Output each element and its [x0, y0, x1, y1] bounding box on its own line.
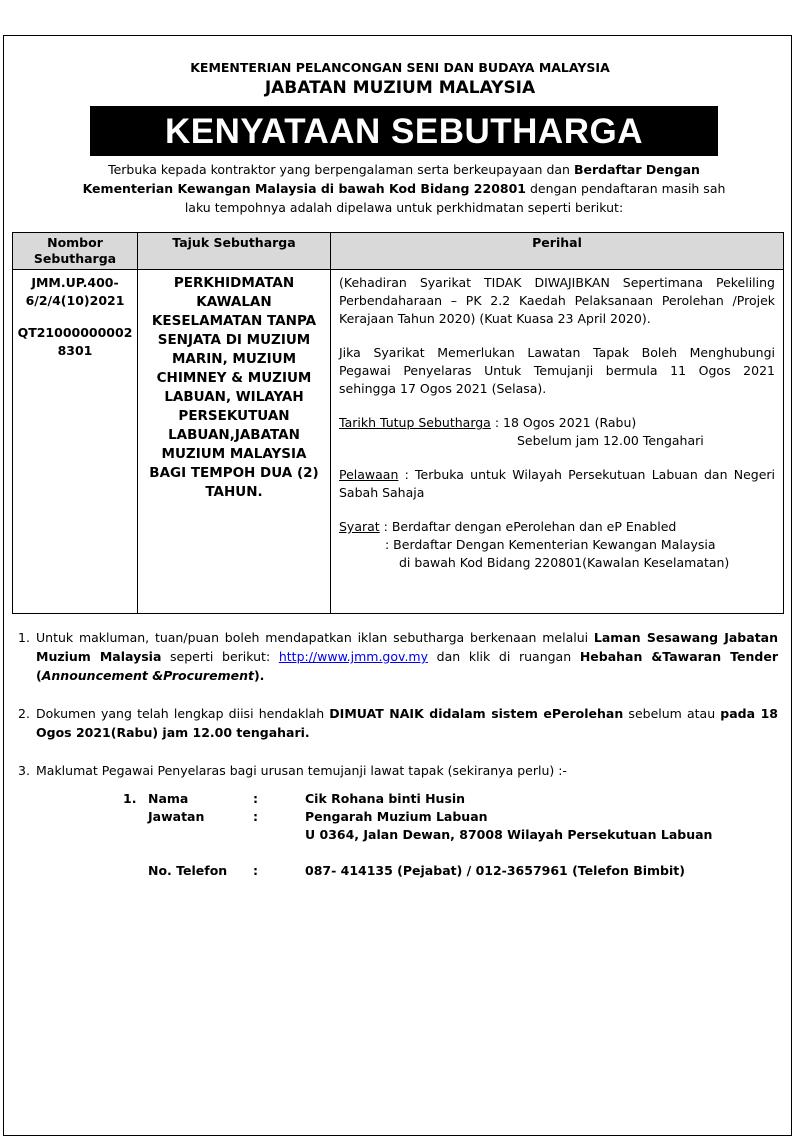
kehadiran-text: (Kehadiran Syarikat TIDAK DIWAJIBKAN Sepertimana Pekeliling Perbendaharaan – PK 2.2 Kaedah Pelaksanaan Perolehan /Projek Kerajaan Tahun 2020) (Kuat Kuasa 23 April 2020). — [339, 275, 775, 326]
jawatan-value: Pengarah Muzium Labuan — [305, 809, 488, 824]
table-row — [13, 270, 784, 614]
syarat-2: : Berdaftar Dengan Kementerian Kewangan Malaysia — [385, 537, 716, 552]
perihal-cell — [331, 270, 784, 614]
intro-paragraph — [80, 160, 728, 217]
quotation-number: QT210000000028301 — [17, 325, 133, 358]
note-text-part: seperti berikut: — [161, 649, 279, 664]
note-number: 1. — [18, 630, 30, 645]
tajuk-cell: PERKHIDMATAN KAWALAN KESELAMATAN TANPA SENJATA DI MUZIUM MARIN, MUZIUM CHIMNEY & MUZIUM LABUAN, WILAYAH PERSEKUTUAN LABUAN,JABATAN MUZIUM MALAYSIA BAGI TEMPOH DUA (2) TAHUN. — [138, 270, 331, 614]
list-item — [18, 628, 778, 685]
file-reference: JMM.UP.400-6/2/4(10)2021 — [25, 275, 125, 308]
note-text-part: dan klik di ruangan — [428, 649, 580, 664]
list-item — [18, 704, 778, 742]
syarat-1: : Berdaftar dengan ePerolehan dan eP Enabled — [379, 519, 677, 534]
deadline: pada 18 Ogos 2021(Rabu) jam 12.00 tengahari. — [36, 706, 778, 740]
separator: : — [253, 791, 258, 806]
note-number: 3. — [18, 763, 30, 778]
coordinator-contact — [123, 790, 745, 880]
tarikh-time: Sebelum jam 12.00 Tengahari — [517, 433, 704, 448]
syarat-3: di bawah Kod Bidang 220801(Kawalan Keselamatan) — [399, 555, 730, 570]
syarat — [339, 518, 775, 572]
note-text-part: Untuk makluman, tuan/puan boleh mendapatkan iklan sebutharga berkenaan melalui — [36, 630, 594, 645]
website-link[interactable]: http://www.jmm.gov.my — [278, 649, 428, 664]
contact-row-telefon — [123, 862, 745, 880]
contact-number: 1. — [123, 791, 137, 806]
contact-row-alamat — [123, 826, 745, 844]
nombor-cell — [13, 270, 138, 614]
pelawaan — [339, 466, 775, 502]
contact-row-nama — [123, 790, 745, 808]
upload-instruction: DIMUAT NAIK didalam sistem ePerolehan — [329, 706, 624, 721]
pelawaan-value: : Terbuka untuk Wilayah Persekutuan Labuan dan Negeri Sabah Sahaja — [339, 467, 775, 500]
tarikh-tutup — [339, 414, 775, 450]
syarat-label: Syarat — [339, 519, 380, 534]
alamat-value: U 0364, Jalan Dewan, 87008 Wilayah Persekutuan Labuan — [305, 827, 713, 842]
telefon-label: No. Telefon — [148, 863, 228, 878]
nama-label: Nama — [148, 791, 189, 806]
ministry-name: KEMENTERIAN PELANCONGAN SENI DAN BUDAYA MALAYSIA — [190, 60, 610, 75]
notice-title: KENYATAAN SEBUTHARGA — [90, 106, 718, 156]
separator: : — [253, 809, 258, 824]
list-item — [18, 761, 778, 780]
separator: : — [253, 863, 258, 878]
tarikh-label: Tarikh Tutup Sebutharga — [339, 415, 491, 430]
note-text-part: ). — [253, 668, 265, 683]
note-number: 2. — [18, 706, 30, 721]
table-header-row — [13, 233, 784, 270]
note-text-part: sebelum atau — [623, 706, 721, 721]
header-nombor: Nombor Sebutharga — [13, 233, 138, 270]
telefon-value: 087- 414135 (Pejabat) / 012-3657961 (Telefon Bimbit) — [305, 863, 685, 878]
note-text: Maklumat Pegawai Penyelaras bagi urusan temujanji lawat tapak (sekiranya perlu) :- — [36, 763, 567, 778]
notes-list — [18, 628, 778, 799]
note-text-part: Dokumen yang telah lengkap diisi hendaklah — [36, 706, 330, 721]
note-text — [36, 628, 778, 685]
header-perihal: Perihal — [331, 233, 784, 270]
intro-registration: Berdaftar Dengan Kementerian Kewangan Malaysia di bawah Kod Bidang 220801 — [82, 162, 700, 196]
tender-table — [12, 232, 784, 614]
note-text-part: ( — [36, 668, 42, 683]
contact-row-jawatan — [123, 808, 745, 826]
intro-text: Terbuka kepada kontraktor yang berpengalaman serta berkeupayaan dan — [108, 162, 574, 177]
pelawaan-label: Pelawaan — [339, 467, 399, 482]
intro-text-end: dengan pendaftaran masih sah laku tempohnya adalah dipelawa untuk perkhidmatan seperti berikut: — [184, 181, 726, 215]
header-tajuk: Tajuk Sebutharga — [138, 233, 331, 270]
website-name: Laman Sesawang Jabatan Muzium Malaysia — [36, 630, 778, 664]
jawatan-label: Jawatan — [148, 809, 205, 824]
department-name: JABATAN MUZIUM MALAYSIA — [264, 78, 536, 98]
tarikh-value: : 18 Ogos 2021 (Rabu) — [490, 415, 637, 430]
nama-value: Cik Rohana binti Husin — [305, 791, 466, 806]
lawatan-text: Jika Syarikat Memerlukan Lawatan Tapak Boleh Menghubungi Pegawai Penyelaras Untuk Temujanji bermula 11 Ogos 2021 sehingga 17 Ogos 2021 (Selasa). — [339, 345, 775, 396]
note-text — [36, 704, 778, 742]
section-name: Hebahan &Tawaran Tender — [579, 649, 779, 664]
section-name-en: Announcement &Procurement — [41, 668, 254, 683]
